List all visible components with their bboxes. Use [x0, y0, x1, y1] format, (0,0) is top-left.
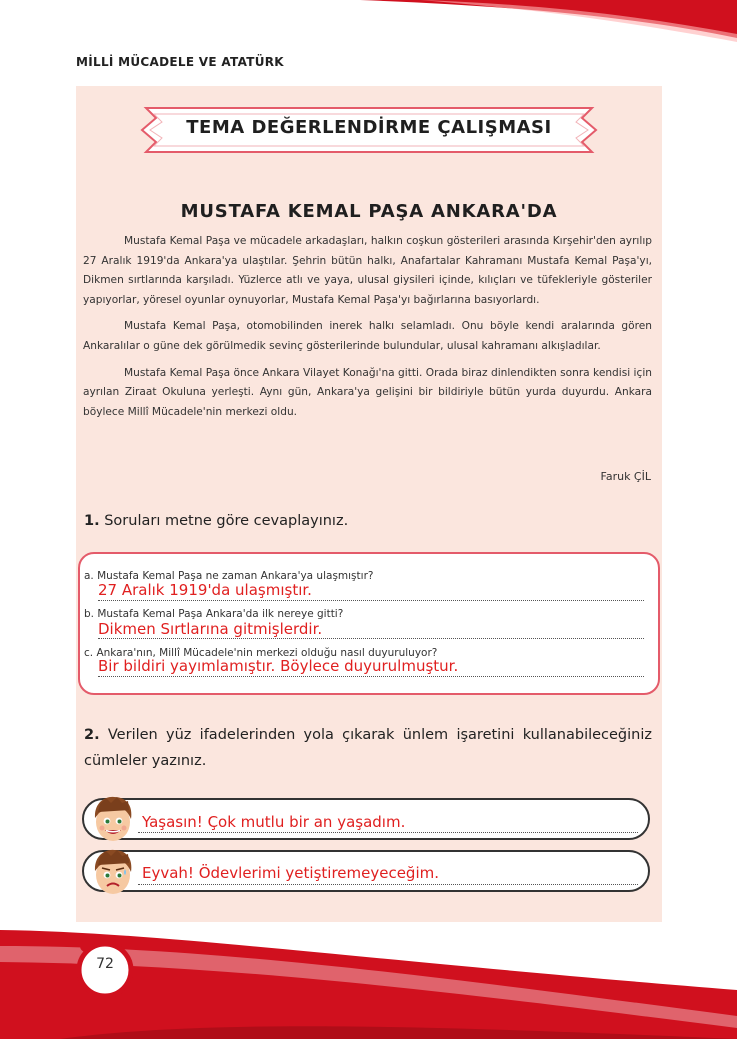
worried-face-icon: [86, 845, 140, 899]
exclamation-answer-1[interactable]: Yaşasın! Çok mutlu bir an yaşadım.: [142, 813, 406, 831]
bottom-decorative-wave: [0, 920, 737, 1039]
story-text: [83, 232, 652, 429]
question-item-a: a. Mustafa Kemal Paşa ne zaman Ankara'ya ulaşmıştır?: [84, 570, 374, 582]
answer-line: [138, 832, 638, 833]
answer-line: [138, 884, 638, 885]
story-paragraph: Mustafa Kemal Paşa ve mücadele arkadaşları, halkın coşkun gösterileri arasında Kırşehir'den ayrılıp 27 Aralık 1919'da Ankara'ya ulaştılar. Şehrin bütün halkı, Anafartalar Kahramanı Mustafa Kemal Paşa'yı, Dikmen sırtlarında karşıladı. Yüzlerce atlı ve yaya, ulusal giysileri içinde, kılıçları ve tüfekleriyle gösteriler yapıyorlar, yöresel oyunlar oynuyorlar, Mustafa Kemal Paşa'yı bağırlarına basıyorlardı.: [83, 235, 652, 306]
story-author: Faruk ÇİL: [600, 470, 651, 483]
banner-title: TEMA DEĞERLENDİRME ÇALIŞMASI: [186, 117, 552, 138]
answer-line: [98, 676, 644, 677]
answer-b[interactable]: Dikmen Sırtlarına gitmişlerdir.: [98, 620, 323, 638]
answer-line: [98, 600, 644, 601]
story-paragraph: Mustafa Kemal Paşa, otomobilinden inerek halkı selamladı. Onu böyle kendi aralarında gören Ankaralılar o güne dek görülmedik sevinç gösterilerinde bulundular, ulusal kahramanı alkışladılar.: [83, 320, 652, 352]
question-text: Verilen yüz ifadelerinden yola çıkarak ünlem işaretini kullanabileceğiniz cümleler yazınız.: [84, 727, 652, 769]
section-header: MİLLİ MÜCADELE VE ATATÜRK: [76, 55, 284, 69]
question-item-c: c. Ankara'nın, Millî Mücadele'nin merkezi olduğu nasıl duyuruluyor?: [84, 647, 438, 659]
question-item-b: b. Mustafa Kemal Paşa Ankara'da ilk nereye gitti?: [84, 608, 344, 620]
page-number: 72: [96, 956, 114, 972]
happy-face-icon: [86, 792, 140, 846]
question-2-heading: [84, 722, 652, 774]
question-number: 2.: [84, 727, 100, 743]
question-1-heading: [84, 513, 348, 529]
answer-line: [98, 638, 644, 639]
top-decorative-wave: [0, 0, 737, 50]
question-text: Soruları metne göre cevaplayınız.: [104, 513, 349, 529]
answer-c[interactable]: Bir bildiri yayımlamıştır. Böylece duyurulmuştur.: [98, 657, 459, 675]
story-paragraph: Mustafa Kemal Paşa önce Ankara Vilayet Konağı'na gitti. Orada biraz dinlendikten sonra kendisi için ayrılan Ziraat Okuluna yerleşti. Aynı gün, Ankara'ya gelişini bir bildiriyle bütün yurda duyurdu. Ankara böylece Millî Mücadele'nin merkezi oldu.: [83, 366, 652, 418]
story-title: MUSTAFA KEMAL PAŞA ANKARA'DA: [180, 201, 558, 222]
answer-a[interactable]: 27 Aralık 1919'da ulaşmıştır.: [98, 581, 312, 599]
question-number: 1.: [84, 513, 100, 529]
exclamation-answer-2[interactable]: Eyvah! Ödevlerimi yetiştiremeyeceğim.: [142, 864, 439, 882]
